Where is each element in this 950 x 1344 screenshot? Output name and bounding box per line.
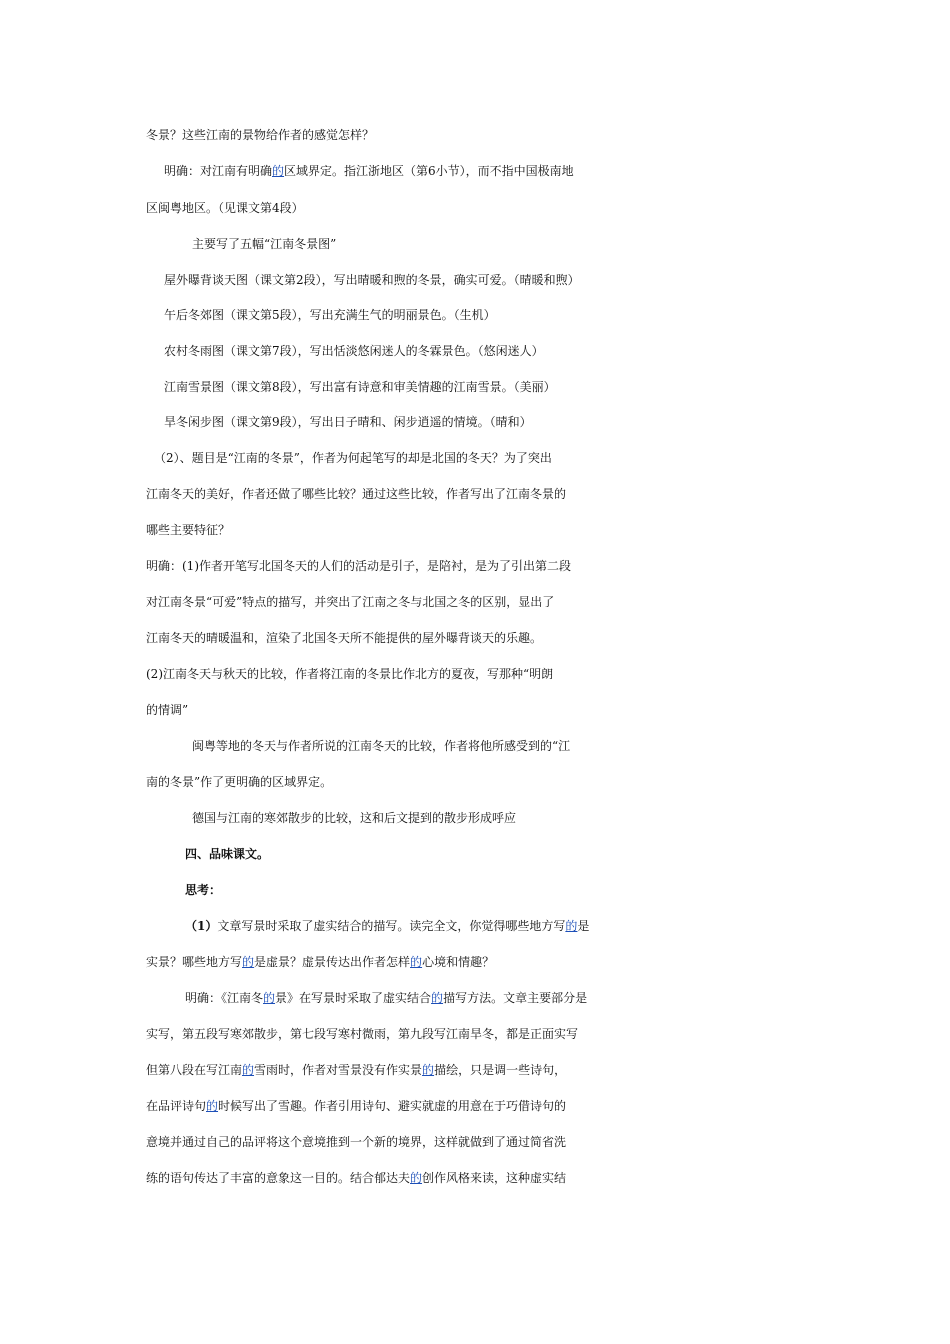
text: 实景？哪些地方写 (146, 955, 243, 969)
link-de[interactable]: 的 (242, 955, 255, 969)
text: 江南冬天的美好，作者还做了哪些比较？通过这些比较，作者写出了江南冬景的 (146, 487, 567, 501)
text: 区域界定。指江浙地区（第6小节），而不指中国极南地 (284, 164, 574, 178)
text: 明确：《江南冬 (185, 991, 264, 1005)
link-de[interactable]: 的 (272, 164, 285, 178)
text: 德国与江南的寒郊散步的比较，这和后文提到的散步形成呼应 (192, 811, 517, 825)
link-de[interactable]: 的 (565, 919, 578, 933)
question-number: （1） (185, 919, 218, 933)
text: 区闽粤地区。（见课文第4段） (146, 201, 304, 215)
link-de[interactable]: 的 (410, 955, 423, 969)
text: 明确：对江南有明确 (164, 164, 273, 178)
text: 旱冬闲步图（课文第9段），写出日子晴和、闲步逍遥的情境。（晴和） (164, 415, 532, 429)
text: 雪雨时，作者对雪景没有作实景 (254, 1063, 423, 1077)
text-line (192, 734, 872, 758)
text-line (146, 626, 826, 650)
text: (2)江南冬天与秋天的比较，作者将江南的冬景比作北方的夏夜，写那种“明朗 (146, 667, 554, 681)
text: 对江南冬景“可爱”特点的描写，并突出了江南之冬与北国之冬的区别，显出了 (146, 595, 555, 609)
text-line (192, 232, 872, 256)
text-line (146, 1166, 826, 1190)
text: 练的语句传达了丰富的意象这一目的。结合郁达夫 (146, 1171, 411, 1185)
text: 但第八段在写江南 (146, 1063, 243, 1077)
text-line (146, 698, 826, 722)
text: 南的冬景”作了更明确的区域界定。 (146, 775, 333, 789)
text-line (146, 1130, 826, 1154)
section-heading (185, 842, 865, 866)
text-line (146, 662, 826, 686)
subheading (185, 878, 865, 902)
text: 意境并通过自己的品评将这个意境推到一个新的境界，这样就做到了通过简省洗 (146, 1135, 567, 1149)
text-line (146, 1058, 826, 1082)
text: 描绘，只是调一些诗句， (434, 1063, 567, 1077)
text: 心境和情趣？ (422, 955, 495, 969)
text-line (146, 1094, 826, 1118)
link-de[interactable]: 的 (263, 991, 276, 1005)
text-line (164, 268, 844, 292)
text-line (192, 806, 872, 830)
text: 的情调” (146, 703, 189, 717)
text-line (146, 482, 826, 506)
text: 时候写出了雪趣。作者引用诗句、避实就虚的用意在于巧借诗句的 (218, 1099, 567, 1113)
text: 哪些主要特征？ (146, 523, 231, 537)
text: 文章写景时采取了虚实结合的描写。读完全文，你觉得哪些地方写 (217, 919, 566, 933)
text: 四、品味课文。 (185, 847, 270, 861)
text: 描写方法。文章主要部分是 (443, 991, 588, 1005)
link-de[interactable]: 的 (431, 991, 444, 1005)
text: 屋外曝背谈天图（课文第2段），写出晴暖和煦的冬景，确实可爱。（晴暖和煦） (164, 273, 580, 287)
text: 在品评诗句 (146, 1099, 207, 1113)
text-line (146, 554, 826, 578)
text: 午后冬郊图（课文第5段），写出充满生气的明丽景色。（生机） (164, 308, 496, 322)
text-line (164, 303, 844, 327)
text-line (146, 123, 826, 147)
text-line (146, 950, 826, 974)
link-de[interactable]: 的 (410, 1171, 423, 1185)
text: 思考： (185, 883, 222, 897)
link-de[interactable]: 的 (422, 1063, 435, 1077)
text-line (146, 770, 826, 794)
text: （2）、题目是“江南的冬景”，作者为何起笔写的却是北国的冬天？为了突出 (154, 451, 552, 465)
text: 实写，第五段写寒郊散步，第七段写寒村微雨，第九段写江南旱冬，都是正面实写 (146, 1027, 579, 1041)
text: 农村冬雨图（课文第7段），写出恬淡悠闲迷人的冬霖景色。（悠闲迷人） (164, 344, 544, 358)
text-line (146, 590, 826, 614)
text: 明确：(1)作者开笔写北国冬天的人们的活动是引子，是陪衬，是为了引出第二段 (146, 559, 572, 573)
text-line (164, 159, 844, 183)
text-line (146, 518, 826, 542)
text: 江南冬天的晴暖温和，渲染了北国冬天所不能提供的屋外曝背谈天的乐趣。 (146, 631, 543, 645)
text-line (164, 375, 844, 399)
text-line (146, 196, 826, 220)
text-line (185, 986, 865, 1010)
text: 冬景？这些江南的景物给作者的感觉怎样？ (146, 128, 375, 142)
text: 江南雪景图（课文第8段），写出富有诗意和审美情趣的江南雪景。（美丽） (164, 380, 556, 394)
link-de[interactable]: 的 (206, 1099, 219, 1113)
text-line (185, 914, 865, 938)
text: 主要写了五幅“江南冬景图” (192, 237, 337, 251)
text: 创作风格来读，这种虚实结 (422, 1171, 567, 1185)
text: 闽粤等地的冬天与作者所说的江南冬天的比较，作者将他所感受到的“江 (192, 739, 571, 753)
text-line (164, 339, 844, 363)
text-line (154, 446, 834, 470)
link-de[interactable]: 的 (242, 1063, 255, 1077)
text: 是 (577, 919, 590, 933)
text-line (146, 1022, 826, 1046)
text: 是虚景？虚景传达出作者怎样 (254, 955, 411, 969)
text: 景》在写景时采取了虚实结合 (275, 991, 432, 1005)
text-line (164, 410, 844, 434)
